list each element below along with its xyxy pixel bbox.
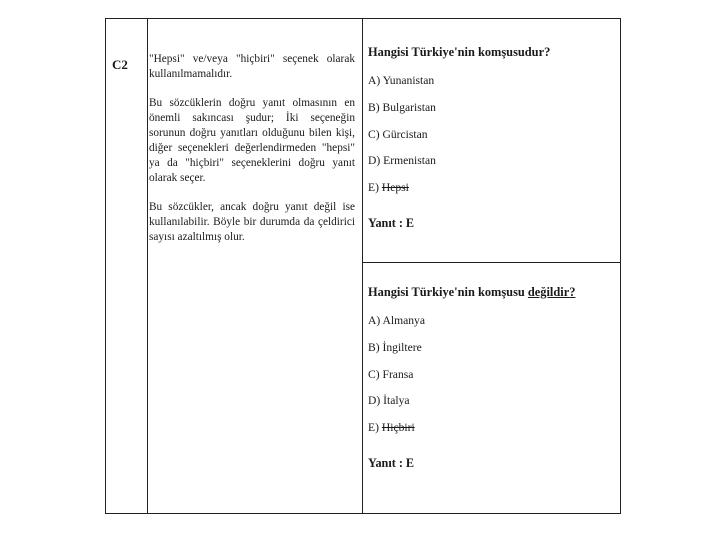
question-2-option-e: [368, 421, 618, 448]
guideline-paragraph-2: Bu sözcüklerin doğru yanıt olmasının en önemli sakıncası şudur; İki seçeneğin sorunun doğru yanıtları olduğunu bilen kişi, diğer seçenekleri değerlendirmeden "hepsi" ya da "hiçbiri" seçeneklerini doğru yanıt olarak seçer.: [149, 97, 355, 184]
question-1-option-b: B) Bulgaristan: [368, 100, 436, 114]
table-left-border: [105, 18, 106, 514]
column-divider-2: [362, 18, 363, 514]
question-2-option-e-text: Hiçbiri: [381, 421, 415, 435]
guideline-text: [149, 52, 355, 259]
question-2-option-a: A) Almanya: [368, 314, 425, 327]
question-2-answer: Yanıt : E: [368, 455, 415, 470]
question-2-option-c: C) Fransa: [368, 367, 414, 381]
question-1-option-d: D) Ermenistan: [368, 154, 436, 168]
row-divider: [362, 262, 621, 263]
column-divider-1: [147, 18, 148, 514]
question-1-option-a: A) Yunanistan: [368, 74, 435, 87]
guideline-paragraph-1: "Hepsi" ve/veya "hiçbiri" seçenek olarak kullanılmamalıdır.: [149, 53, 355, 80]
question-2-title-emphasis: değildir: [527, 285, 570, 299]
question-1-title: Hangisi Türkiye'nin komşusudur?: [368, 45, 551, 59]
question-2: [368, 285, 618, 471]
table-top-border: [105, 18, 621, 19]
question-2-title-end: ?: [569, 285, 576, 299]
table-bottom-border: [105, 513, 621, 514]
question-1-option-c: C) Gürcistan: [368, 127, 428, 141]
question-2-title-main: Hangisi Türkiye'nin komşusu: [368, 285, 525, 299]
item-code: C2: [112, 57, 128, 72]
question-2-option-e-letter: E): [368, 421, 379, 435]
question-2-title: [368, 285, 618, 300]
guideline-paragraph-3: Bu sözcükler, ancak doğru yanıt değil ise kullanılabilir. Böyle bir durumda da çeldirici sayısı azaltılmış olur.: [149, 201, 355, 243]
question-2-option-d: D) İtalya: [368, 394, 410, 408]
question-1-option-e: [368, 181, 618, 208]
question-1-option-e-text: Hepsi: [381, 181, 409, 195]
question-1: [368, 45, 618, 231]
question-2-option-b: B) İngiltere: [368, 340, 422, 354]
question-1-option-e-letter: E): [368, 181, 379, 195]
question-1-answer: Yanıt : E: [368, 215, 415, 230]
table-right-border: [620, 18, 621, 514]
